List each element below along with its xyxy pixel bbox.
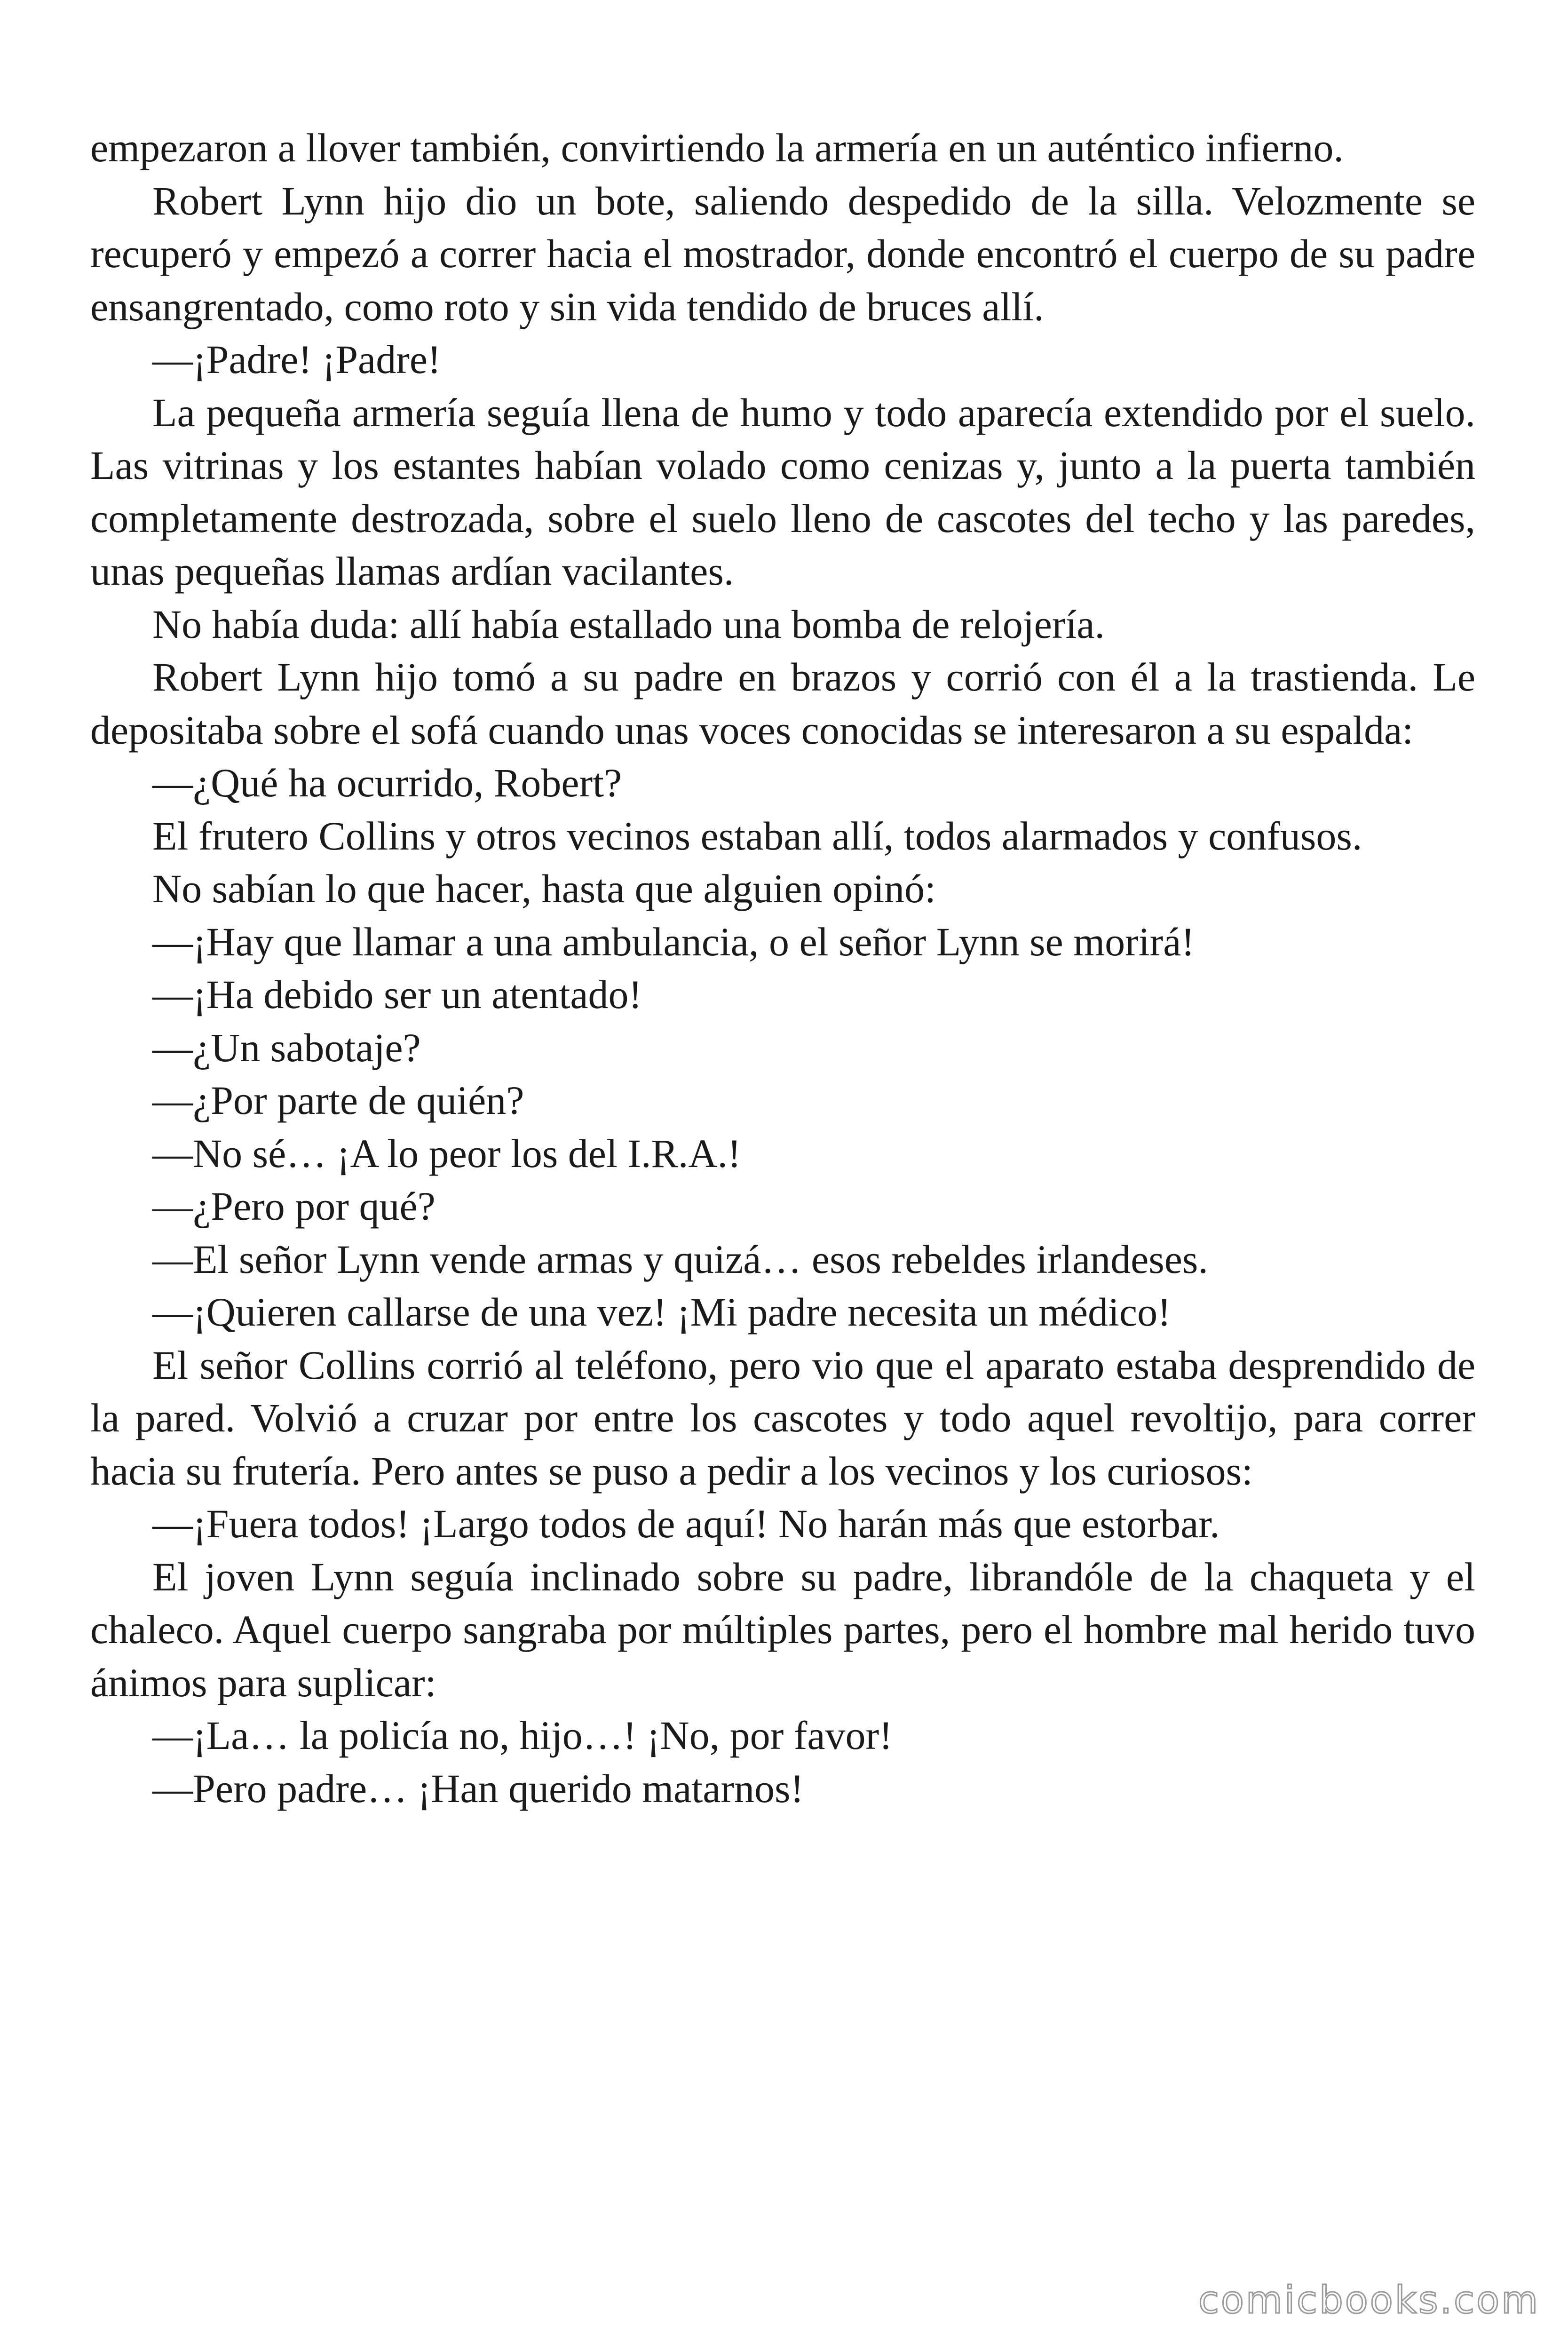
- paragraph: Robert Lynn hijo dio un bote, saliendo despedido de la silla. Velozmente se recuperó y empezó a correr hacia el mostrador, donde encontró el cuerpo de su padre ensangrentado, como roto y sin vida tendido de bruces allí.: [90, 178, 1475, 329]
- paragraph: Robert Lynn hijo tomó a su padre en brazos y corrió con él a la trastienda. Le depositaba sobre el sofá cuando unas voces conocidas se interesaron a su espalda:: [90, 654, 1475, 753]
- paragraph: empezaron a llover también, convirtiendo la armería en un auténtico infierno.: [90, 125, 1344, 170]
- paragraph: El joven Lynn seguía inclinado sobre su padre, librandóle de la chaqueta y el chaleco. Aquel cuerpo sangraba por múltiples partes, pero el hombre mal herido tuvo ánimos para suplicar:: [90, 1554, 1475, 1705]
- dialogue-line: —El señor Lynn vende armas y quizá… esos rebeldes irlandeses.: [152, 1236, 1208, 1282]
- paragraph: El señor Collins corrió al teléfono, pero vio que el aparato estaba desprendido de la pared. Volvió a cruzar por entre los cascotes y todo aquel revoltijo, para correr hacia su frutería. Pero antes se puso a pedir a los vecinos y los curiosos:: [90, 1342, 1475, 1494]
- watermark: comicbooks.com: [1198, 2278, 1540, 2322]
- dialogue-line: —¡Hay que llamar a una ambulancia, o el señor Lynn se morirá!: [152, 919, 1195, 964]
- dialogue-line: —Pero padre… ¡Han querido matarnos!: [152, 1765, 804, 1811]
- dialogue-line: —¡La… la policía no, hijo…! ¡No, por favor!: [152, 1713, 893, 1758]
- dialogue-line: —No sé… ¡A lo peor los del I.R.A.!: [152, 1130, 741, 1176]
- paragraph: No había duda: allí había estallado una bomba de relojería.: [152, 601, 1105, 647]
- dialogue-line: —¿Qué ha ocurrido, Robert?: [152, 760, 622, 805]
- paragraph: El frutero Collins y otros vecinos estaban allí, todos alarmados y confusos.: [152, 813, 1362, 858]
- paragraph: La pequeña armería seguía llena de humo y todo aparecía extendido por el suelo. Las vitrinas y los estantes habían volado como cenizas y, junto a la puerta también completamente destrozada, sobre el suelo lleno de cascotes del techo y las paredes, unas pequeñas llamas ardían vacilantes.: [90, 389, 1475, 594]
- dialogue-line: —¡Ha debido ser un atentado!: [152, 972, 642, 1017]
- dialogue-line: —¡Quieren callarse de una vez! ¡Mi padre necesita un médico!: [152, 1289, 1171, 1335]
- body-text: [90, 121, 1475, 1815]
- dialogue-line: —¡Fuera todos! ¡Largo todos de aquí! No harán más que estorbar.: [152, 1501, 1220, 1546]
- dialogue-line: —¿Un sabotaje?: [152, 1025, 421, 1070]
- dialogue-line: —¡Padre! ¡Padre!: [152, 337, 441, 382]
- dialogue-line: —¿Por parte de quién?: [152, 1078, 524, 1123]
- dialogue-line: —¿Pero por qué?: [152, 1184, 436, 1229]
- paragraph: No sabían lo que hacer, hasta que alguien opinó:: [152, 866, 936, 911]
